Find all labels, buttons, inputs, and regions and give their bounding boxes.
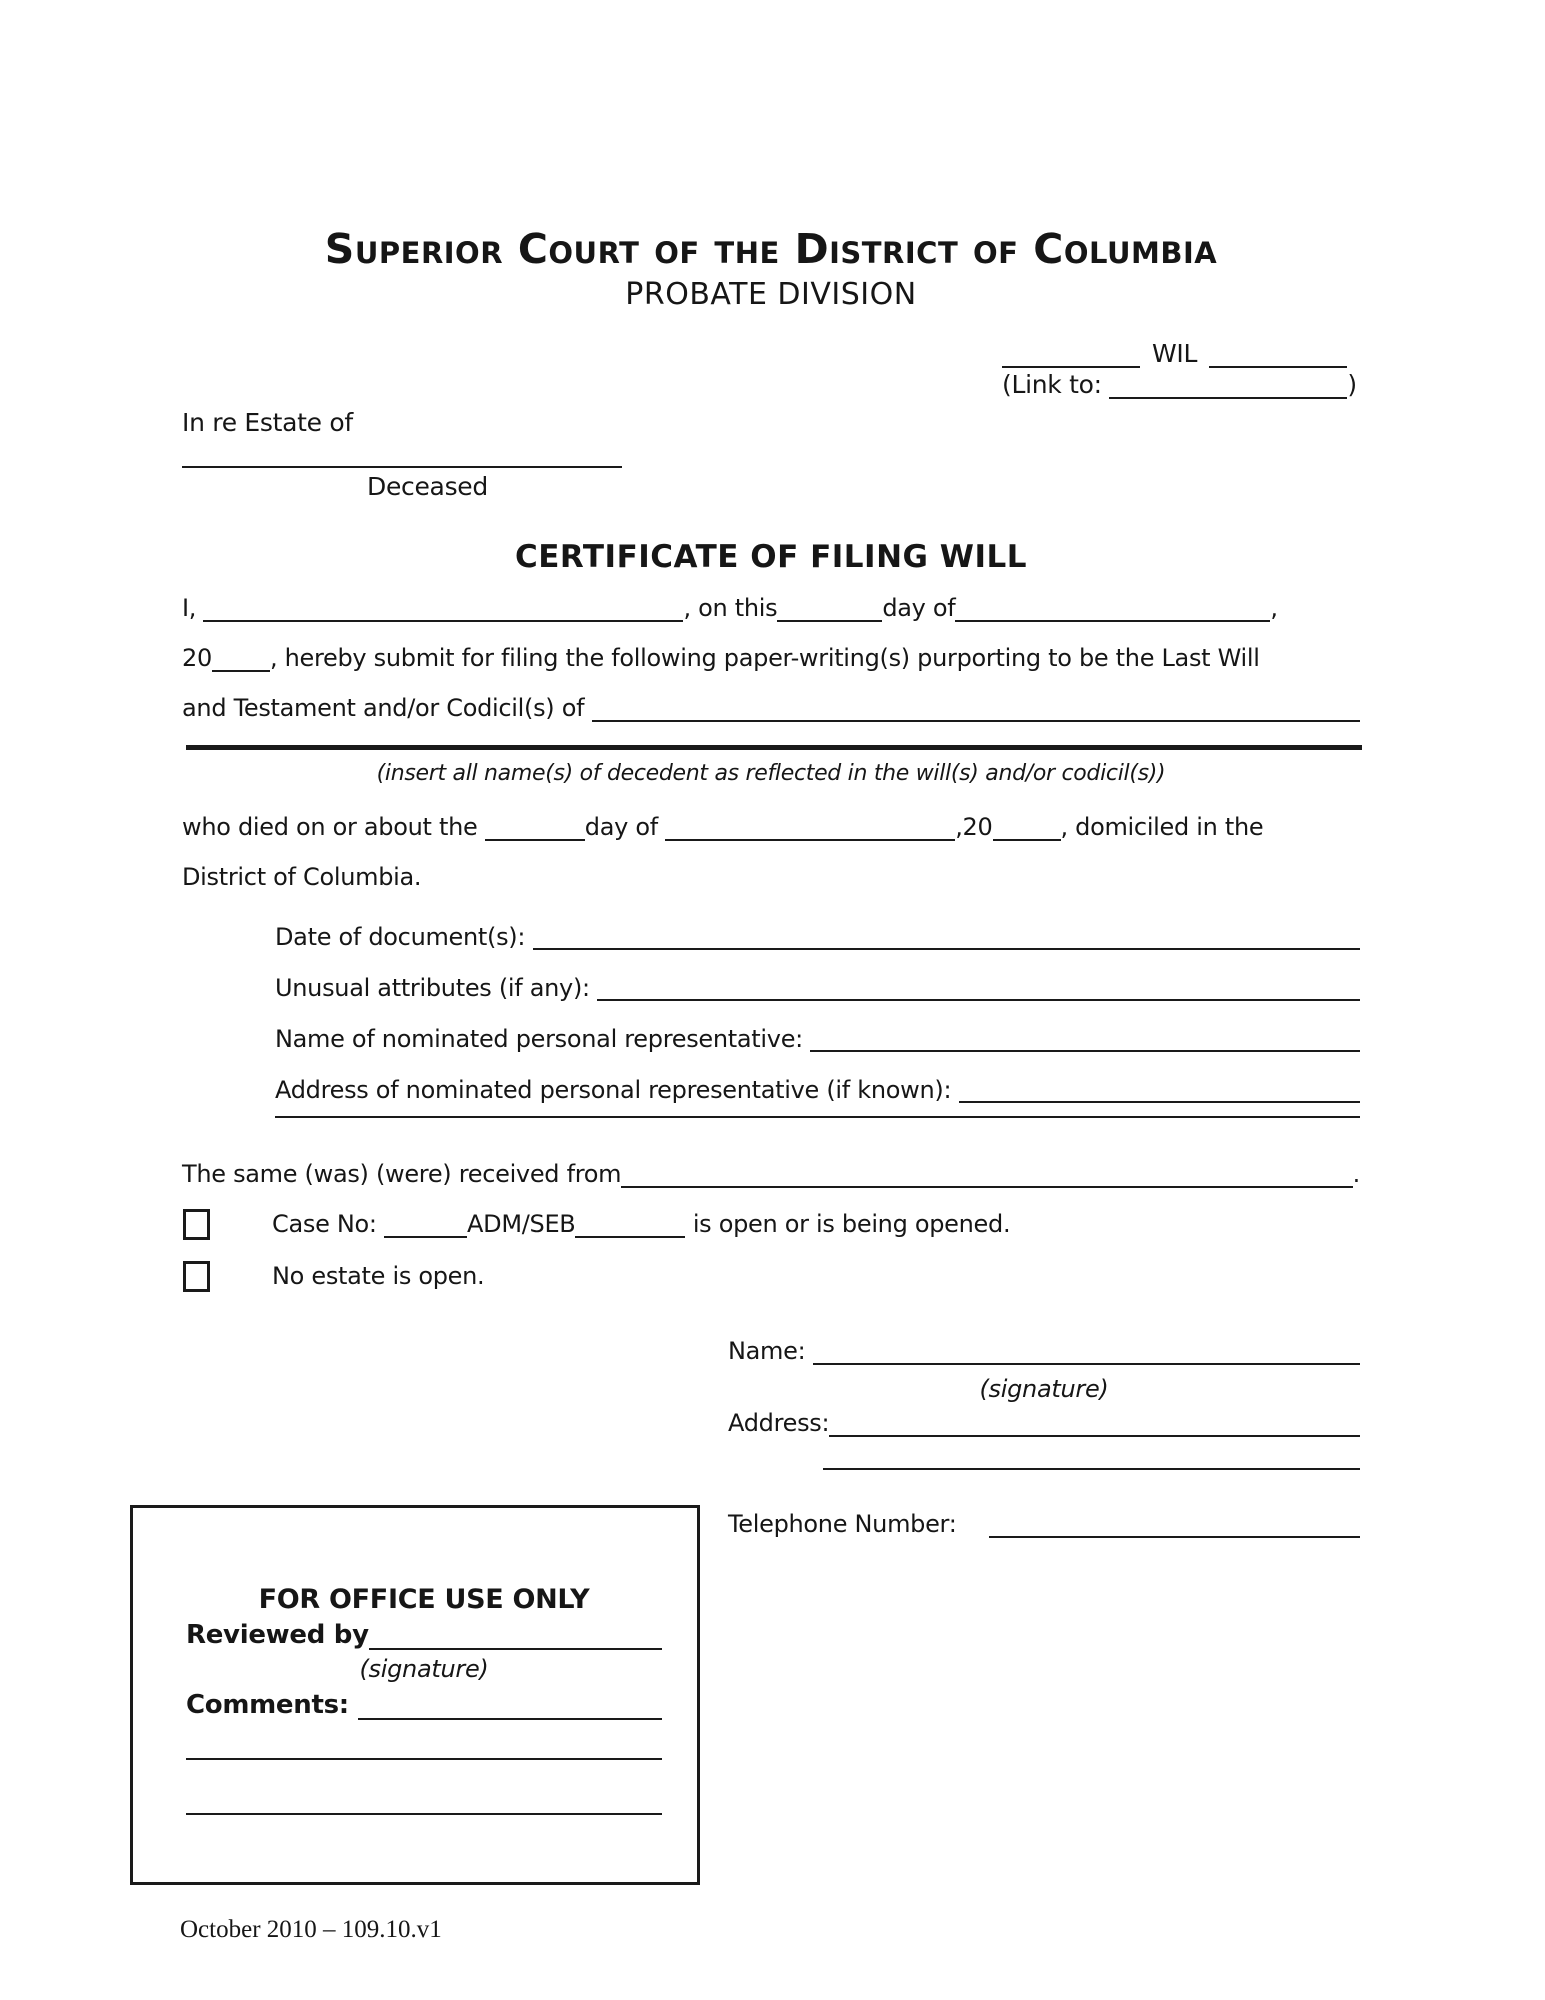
signer-name-row — [728, 1332, 1360, 1370]
adm-seb-label: ADM/SEB — [467, 1210, 576, 1238]
rep-name-blank[interactable] — [810, 1050, 1360, 1052]
case-open-text: is open or is being opened. — [685, 1210, 1011, 1238]
comma-20-label: ,20 — [955, 813, 993, 841]
death-month-blank[interactable] — [665, 839, 955, 841]
link-close-paren: ) — [1347, 370, 1357, 399]
rep-address-label: Address of nominated personal representative (if known): — [275, 1076, 959, 1104]
document-date-label: Date of document(s): — [275, 923, 533, 951]
unusual-attributes-label: Unusual attributes (if any): — [275, 974, 598, 1002]
death-paragraph — [182, 802, 1360, 902]
comments-blank[interactable] — [358, 1718, 662, 1720]
court-name-heading: Superior Court of the District of Columbia — [324, 225, 1218, 273]
comments-label: Comments: — [186, 1690, 358, 1720]
submit-text: , hereby submit for filing the following paper-writing(s) purporting to be the Last Will — [269, 644, 1260, 672]
death-line-1 — [182, 802, 1360, 852]
death-year-blank[interactable] — [993, 839, 1061, 841]
died-text: who died on or about the — [182, 813, 485, 841]
comments-continuation-blank-2[interactable] — [186, 1813, 662, 1815]
case-no-label: Case No: — [272, 1210, 385, 1238]
comments-continuation-blank-1[interactable] — [186, 1758, 662, 1760]
case-number-suffix-blank[interactable] — [575, 1236, 685, 1238]
day-of-label-2: day of — [584, 813, 666, 841]
telephone-row — [728, 1505, 1360, 1543]
district-line: District of Columbia. — [182, 863, 422, 891]
received-from-row — [182, 1149, 1360, 1199]
deceased-label: Deceased — [367, 472, 488, 501]
telephone-label: Telephone Number: — [728, 1510, 964, 1538]
reviewed-by-blank[interactable] — [369, 1648, 662, 1650]
in-re-estate-label: In re Estate of — [182, 408, 353, 437]
office-use-box — [130, 1505, 700, 1885]
telephone-blank[interactable] — [989, 1536, 1360, 1538]
domiciled-text: , domiciled in the — [1060, 813, 1264, 841]
case-open-option-row — [182, 1199, 1360, 1249]
decedent-names-blank[interactable] — [592, 720, 1360, 722]
declaration-paragraph — [182, 583, 1360, 733]
comments-row — [186, 1688, 662, 1722]
rep-address-row — [275, 1065, 1360, 1116]
declaration-line-1 — [182, 583, 1360, 633]
received-from-label: The same (was) (were) received from — [182, 1160, 622, 1188]
signature-caption: (signature) — [979, 1375, 1109, 1403]
decedent-name-blank[interactable] — [182, 466, 622, 468]
decedent-names-continuation-rule[interactable] — [186, 745, 1362, 750]
link-to-label: (Link to: — [1002, 370, 1110, 399]
signer-address-continuation-blank[interactable] — [823, 1468, 1360, 1470]
death-day-blank[interactable] — [485, 839, 585, 841]
year-prefix-label: 20 — [182, 644, 212, 672]
signer-address-blank[interactable] — [829, 1435, 1360, 1437]
day-of-label-1: day of — [882, 594, 956, 622]
declaration-line-3 — [182, 683, 1360, 733]
rep-address-continuation-row — [275, 1116, 1360, 1131]
unusual-attributes-row — [275, 963, 1360, 1014]
document-date-blank[interactable] — [533, 948, 1361, 950]
signer-address-label: Address: — [728, 1409, 830, 1437]
received-period: . — [1352, 1160, 1360, 1188]
case-number-prefix-blank[interactable] — [384, 1236, 467, 1238]
no-estate-option-text: No estate is open. — [272, 1262, 485, 1290]
filing-month-blank[interactable] — [955, 620, 1270, 622]
document-details-section — [182, 912, 1360, 1131]
signer-block — [728, 1332, 1360, 1543]
signer-address-row — [728, 1404, 1360, 1442]
case-open-checkbox[interactable] — [183, 1209, 210, 1240]
no-estate-checkbox[interactable] — [183, 1261, 210, 1292]
declaration-line-2 — [182, 633, 1360, 683]
form-version-footer: October 2010 – 109.10.v1 — [180, 1916, 442, 1943]
case-open-option-text — [272, 1210, 1010, 1238]
wil-label: WIL — [1152, 339, 1198, 368]
signer-name-label: Name: — [728, 1337, 813, 1365]
reviewed-by-label: Reviewed by — [186, 1620, 369, 1650]
reviewed-by-row — [186, 1618, 662, 1652]
signer-name-blank[interactable] — [813, 1363, 1360, 1365]
rep-name-label: Name of nominated personal representative: — [275, 1025, 811, 1053]
filing-day-blank[interactable] — [777, 620, 882, 622]
on-this-label: , on this — [683, 594, 778, 622]
rep-address-blank[interactable] — [959, 1101, 1360, 1103]
filer-name-blank[interactable] — [203, 620, 683, 622]
rep-address-continuation-blank[interactable] — [275, 1116, 1360, 1118]
form-title: CERTIFICATE OF FILING WILL — [515, 539, 1027, 575]
division-heading: PROBATE DIVISION — [625, 277, 917, 312]
filing-year-blank[interactable] — [212, 670, 270, 672]
i-label: I, — [182, 594, 204, 622]
unusual-attributes-blank[interactable] — [597, 999, 1360, 1001]
insert-names-note: (insert all name(s) of decedent as reflected in the will(s) and/or codicil(s)) — [376, 761, 1166, 786]
testament-text: and Testament and/or Codicil(s) of — [182, 694, 592, 722]
comma-label: , — [1270, 594, 1278, 622]
no-estate-option-row — [182, 1251, 1360, 1301]
received-from-blank[interactable] — [621, 1186, 1352, 1188]
document-date-row — [275, 912, 1360, 963]
office-signature-caption: (signature) — [359, 1655, 489, 1683]
office-use-title: FOR OFFICE USE ONLY — [258, 1584, 590, 1615]
rep-name-row — [275, 1014, 1360, 1065]
